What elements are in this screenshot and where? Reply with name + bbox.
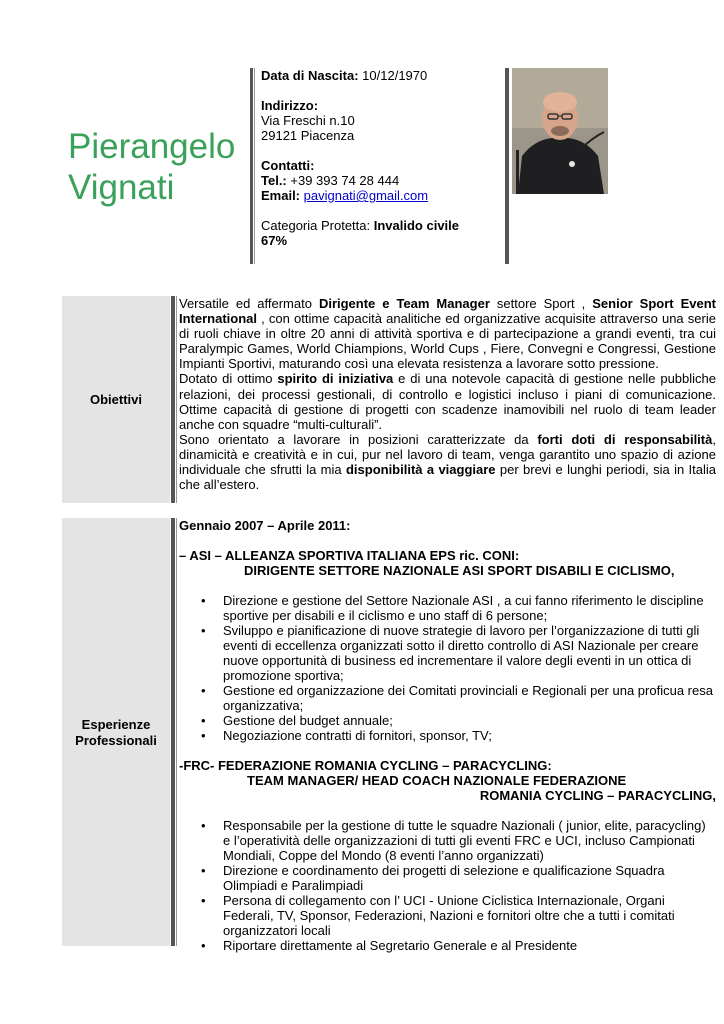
org1-duties (179, 593, 715, 743)
objectives-paragraph-2: Dotato di ottimo spirito di iniziativa e di una notevole capacità di gestione nelle pubbliche relazioni, dei processi gestionali, di controllo e logistici incluso i piani di comunicazione. Ottime capacità di gestione di progetti con scadenze inamovibili nel ruolo di team leader anche con squadre “multi-culturali”. (179, 371, 716, 432)
header-divider-thin (254, 68, 255, 264)
tel-label: Tel.: (261, 173, 287, 188)
org2-role-continued: ROMANIA CYCLING – PARACYCLING, (479, 788, 716, 803)
org1-role: DIRIGENTE SETTORE NAZIONALE ASI SPORT DISABILI E CICLISMO, (244, 563, 675, 578)
objectives-sidebar (62, 296, 170, 503)
org2-title: -FRC- FEDERAZIONE ROMANIA CYCLING – PARACYCLING: (179, 758, 552, 773)
candidate-last-name: Vignati (68, 168, 175, 207)
experience-divider-thin (176, 518, 177, 946)
birth-label: Data di Nascita: (261, 68, 359, 83)
objectives-heading: Obiettivi (89, 392, 142, 407)
email-label: Email: (261, 188, 301, 203)
list-item: • Riportare direttamente al Segretario Generale e al Presidente (223, 938, 715, 953)
email-link[interactable]: pavignati@gmail.com (303, 188, 429, 203)
org2-role: TEAM MANAGER/ HEAD COACH NAZIONALE FEDERAZIONE (247, 773, 627, 788)
experience-period: Gennaio 2007 – Aprile 2011: (179, 518, 351, 533)
list-item: • Gestione ed organizzazione dei Comitati provinciali e Regionali per una proficua resa organizzativa; (223, 683, 715, 713)
photo-divider (505, 68, 509, 264)
list-item: • Persona di collegamento con l’ UCI - Unione Ciclistica Internazionale, Organi Federali, TV, Sponsor, Federazioni, Nazioni e fornitori oltre che a tutti i comitati organizzatori locali (223, 893, 715, 938)
address-line-1: Via Freschi n.10 (261, 113, 355, 128)
list-item: • Responsabile per la gestione di tutte le squadre Nazionali ( junior, elite, paracycling) e l’operatività delle organizzazioni di tutti gli eventi FRC e UCI, incluso Campionati Mondiali, Coppe del Mondo (8 eventi l’anno organizzati) (223, 818, 715, 863)
list-item: • Direzione e gestione del Settore Nazionale ASI , a cui fanno riferimento le discipline sportive per disabili e il ciclismo e uno staff di 6 persone; (223, 593, 715, 623)
address-line-2: 29121 Piacenza (261, 128, 355, 143)
list-item: • Negoziazione contratti di fornitori, sponsor, TV; (223, 728, 715, 743)
experience-content (179, 518, 724, 953)
tel-value: +39 393 74 28 444 (290, 173, 400, 188)
objectives-paragraph-1: Versatile ed affermato Dirigente e Team Manager settore Sport , Senior Sport Event International , con ottime capacità analitiche ed organizzative acquisite attraverso una serie di ruoli chiave in oltre 20 anni di attività sportiva e di partecipazione a grandi eventi, tra cui Paralympic Games, World Chiampions, World Cups , Fiere, Convegni e Congressi, Gestione Impianti Sportivi, maturando così una elevata resistenza a lavorare sotto pressione. (179, 296, 716, 372)
objectives-paragraph-3: Sono orientato a lavorare in posizioni caratterizzate da forti doti di responsabilità, dinamicità e creatività e in cui, pur nel lavoro di team, venga garantito uno spazio di azione individuale che sfrutti la mia disponibilità a viaggiare per brevi e lunghi periodi, sia in Italia che all’estero. (179, 431, 717, 493)
personal-info (261, 68, 497, 248)
category-label: Categoria Protetta: (261, 218, 371, 233)
objectives-text (179, 296, 716, 492)
objectives-divider-thin (176, 296, 177, 503)
birth-date: 10/12/1970 (362, 68, 428, 83)
list-item: • Sviluppo e pianificazione di nuove strategie di lavoro per l’organizzazione di tutti gli eventi di eccellenza organizzati sotto il diretto controllo di ASI Nazionale per creare nuove opportunità di business ed incrementare il valore degli eventi in un ottica di promozione sportiva; (223, 623, 715, 683)
list-item: • Gestione del budget annuale; (223, 713, 715, 728)
portrait-illustration (512, 68, 608, 194)
experience-sidebar (62, 518, 170, 946)
candidate-first-name: Pierangelo (68, 127, 236, 166)
category-value: Invalido civile (373, 218, 460, 233)
experience-heading-line-2: Professionali (75, 733, 157, 748)
header-divider (250, 68, 253, 264)
org1-title: – ASI – ALLEANZA SPORTIVA ITALIANA EPS ric. CONI: (179, 548, 520, 563)
experience-heading-line-1: Esperienze (81, 717, 151, 732)
list-item: • Direzione e coordinamento dei progetti di selezione e qualificazione Squadra Olimpiadi e Paralimpiadi (223, 863, 715, 893)
experience-divider (171, 518, 175, 946)
address-label: Indirizzo: (261, 98, 319, 113)
objectives-divider (171, 296, 175, 503)
category-percent: 67% (261, 233, 288, 248)
profile-photo (512, 68, 608, 194)
contacts-label: Contatti: (261, 158, 315, 173)
org2-duties (179, 818, 715, 953)
